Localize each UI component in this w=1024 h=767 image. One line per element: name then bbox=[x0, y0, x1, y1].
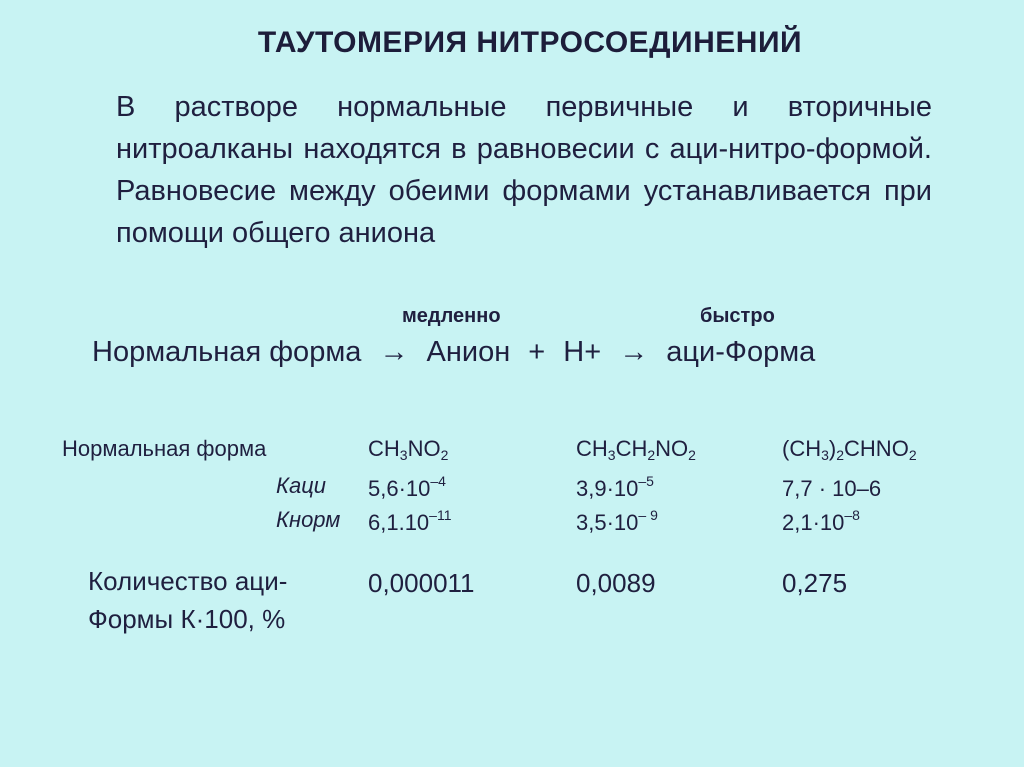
proton-term: Н+ bbox=[563, 336, 602, 368]
compound-nitromethane: $CH_3NO_2$ bbox=[368, 436, 449, 463]
amount-label-line1: Количество аци- bbox=[88, 566, 288, 596]
slow-step-label: медленно bbox=[402, 305, 501, 327]
equilibrium-scheme bbox=[92, 336, 825, 369]
normal-form-term: Нормальная форма bbox=[92, 336, 362, 368]
aci-form-term: аци-Форма bbox=[666, 336, 816, 368]
knorm-value: $2,1\cdot 10^{-8}$ bbox=[782, 507, 860, 535]
compound-nitroethane: $CH_3CH_2NO_2$ bbox=[576, 436, 696, 463]
amount-value: 0,000011 bbox=[368, 568, 475, 598]
arrow-right-icon: → bbox=[379, 336, 409, 368]
description-paragraph: В растворе нормальные первичные и вторичные нитроалканы находятся в равновесии с аци-нитро-формой. Равновесие между обеими формами устанавливается при помощи общего аниона bbox=[116, 91, 932, 249]
row-label-knorm: Кнорм bbox=[276, 507, 341, 532]
row-label-kaci: Каци bbox=[276, 473, 327, 498]
amount-value: 0,275 bbox=[782, 568, 848, 598]
compound-2-nitropropane: $(CH_3)_2CHNO_2$ bbox=[782, 436, 917, 463]
amount-label-line2: Формы К·100, % bbox=[88, 604, 286, 634]
arrow-right-icon: → bbox=[619, 336, 649, 368]
fast-step-label: быстро bbox=[700, 305, 775, 327]
amount-value: 0,0089 bbox=[576, 568, 656, 598]
kaci-value: 7,7 · 10–6 bbox=[782, 476, 882, 501]
knorm-value: $3,5\cdot 10^{- 9}$ bbox=[576, 507, 658, 535]
plus-sign: + bbox=[528, 336, 546, 368]
row-label-normal-form: Нормальная форма bbox=[62, 436, 267, 461]
kaci-value: $5,6\cdot 10^{-4}$ bbox=[368, 473, 446, 501]
knorm-value: $6,1.10^{-11}$ bbox=[368, 507, 452, 535]
kaci-value: $3,9\cdot 10^{-5}$ bbox=[576, 473, 654, 501]
slide-title: ТАУТОМЕРИЯ НИТРОСОЕДИНЕНИЙ bbox=[257, 26, 803, 59]
anion-term: Анион bbox=[426, 336, 511, 368]
